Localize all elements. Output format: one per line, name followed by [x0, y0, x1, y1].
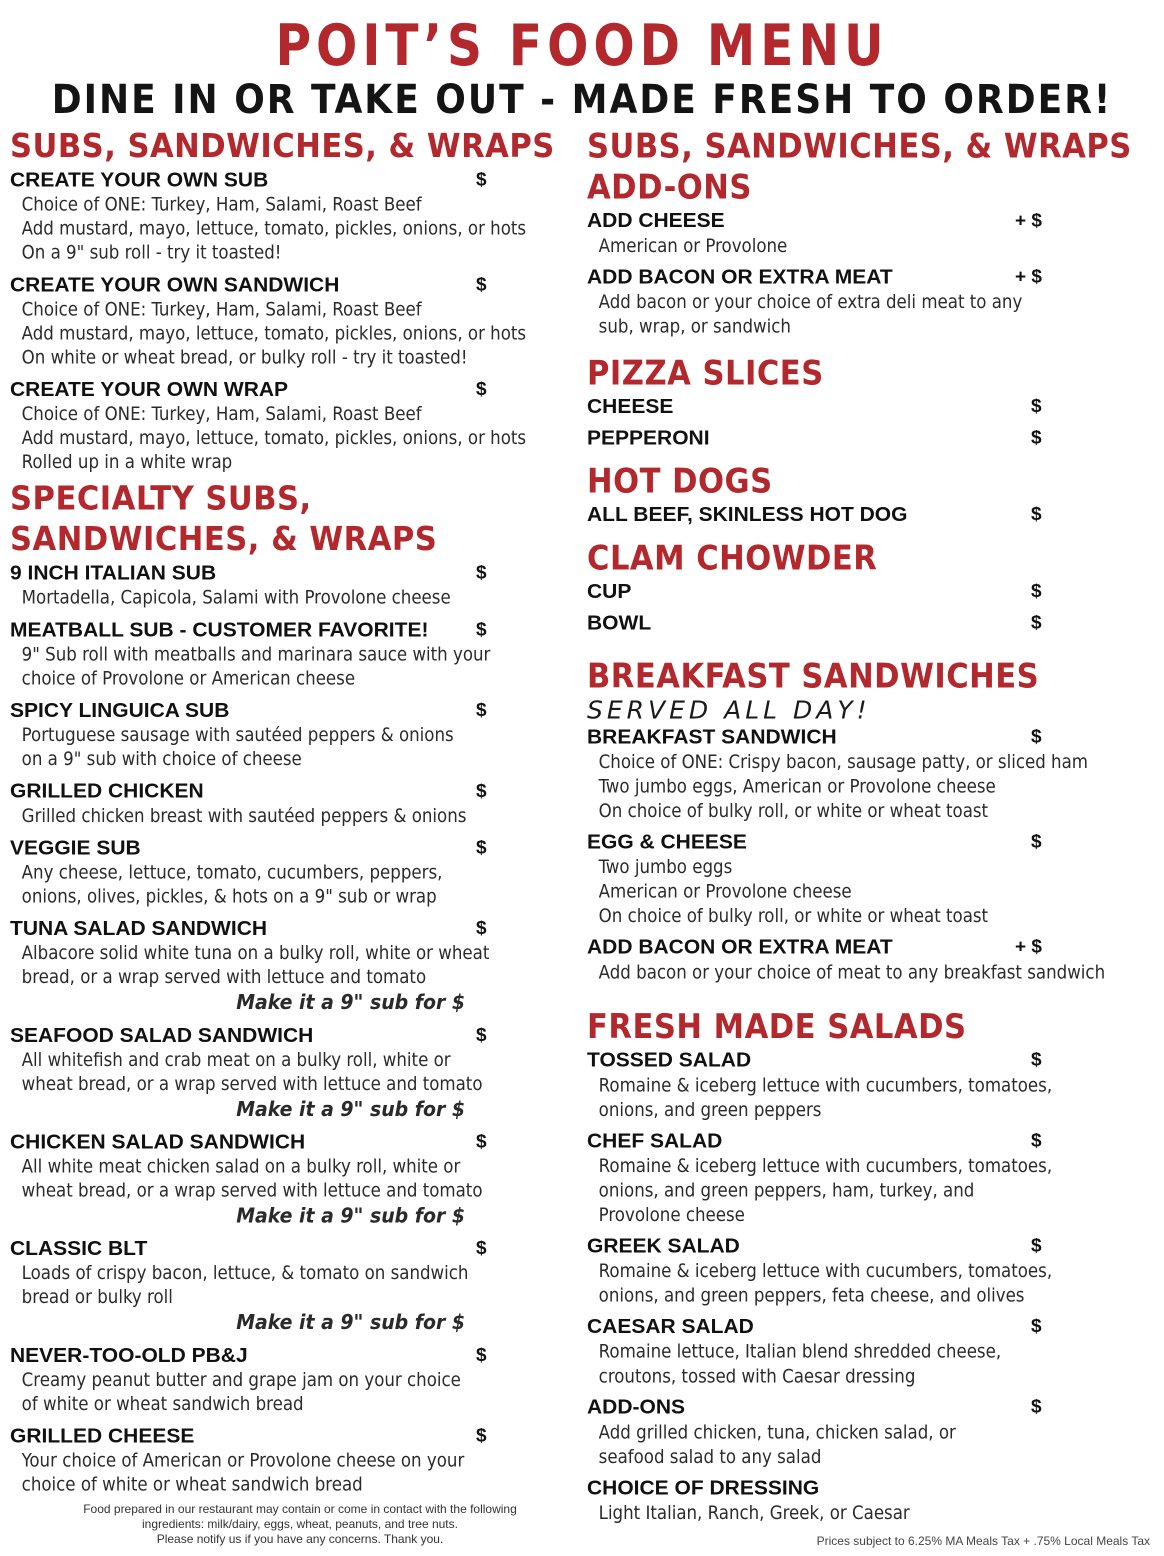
menu-item-price: $ [476, 781, 487, 802]
menu-item-name: 9 INCH ITALIAN SUB [10, 562, 217, 585]
menu-item-description [10, 643, 555, 691]
menu-item-header [587, 1129, 1147, 1155]
allergen-notice [40, 1502, 560, 1547]
menu-item-header [10, 1424, 570, 1449]
menu-item-header [10, 699, 570, 724]
menu-item-header [587, 579, 1147, 605]
menu-item-header [587, 209, 1147, 235]
menu-item-name: EGG & CHEESE [587, 830, 747, 854]
menu-item [587, 394, 1147, 420]
menu-item-name: GRILLED CHEESE [10, 1425, 195, 1448]
description-line: Rolled up in a white wrap [21, 451, 233, 473]
description-line: choice of Provolone or American cheese [21, 668, 356, 690]
description-line: Your choice of American or Provolone cheese on your [21, 1450, 465, 1472]
menu-item-description [10, 193, 555, 265]
menu-item-price: $ [1031, 726, 1042, 748]
description-line: On choice of bulky roll, or white or wheat toast [598, 905, 989, 928]
menu-item-price: $ [476, 274, 487, 296]
menu-item-header [587, 394, 1147, 420]
menu-item-description [10, 1449, 555, 1497]
menu-item-price: $ [1031, 427, 1042, 449]
description-line: wheat bread, or a wrap served with lettuce and tomato [21, 1180, 483, 1202]
description-line: Choice of ONE: Turkey, Ham, Salami, Roast Beef [21, 194, 422, 216]
menu-item-price: $ [1031, 581, 1042, 602]
menu-item [10, 1130, 570, 1229]
menu-item-price: $ [1031, 1397, 1042, 1418]
menu-item [587, 935, 1147, 985]
menu-item-header [587, 611, 1147, 637]
menu-item-header [587, 1048, 1147, 1074]
description-line: Add bacon or your choice of meat to any breakfast sandwich [598, 961, 1106, 984]
description-line: Add mustard, mayo, lettuce, tomato, pickles, onions, or hots [21, 427, 527, 449]
description-line: Romaine & iceberg lettuce with cucumbers, tomatoes, [598, 1260, 1053, 1283]
description-line: Choice of ONE: Turkey, Ham, Salami, Roast Beef [21, 403, 422, 425]
menu-item-price: $ [476, 700, 487, 721]
menu-item [587, 1234, 1147, 1309]
menu-item-name: SEAFOOD SALAD SANDWICH [10, 1024, 314, 1047]
menu-item [10, 618, 570, 691]
description-line: Two jumbo eggs, American or Provolone cheese [598, 775, 996, 798]
menu-item-price: + $ [1015, 936, 1042, 958]
description-line: Any cheese, lettuce, tomato, cucumbers, peppers, [21, 862, 443, 884]
menu-item-header [587, 1314, 1147, 1340]
menu-section-breakfast-sandwiches [587, 656, 1147, 985]
menu-item-header [587, 502, 1147, 528]
menu-item-description [587, 1421, 1132, 1470]
menu-section-specialty-subs-sandwiches-and-wraps [10, 479, 570, 1498]
menu-item-description [587, 1154, 1132, 1228]
allergen-line: Food prepared in our restaurant may contain or come in contact with the following [83, 1502, 517, 1516]
menu-item [587, 1476, 1147, 1526]
menu-item-description [10, 403, 555, 475]
description-line: Add bacon or your choice of extra deli meat to any [598, 291, 1023, 313]
description-line: Light Italian, Ranch, Greek, or Caesar [598, 1502, 910, 1524]
menu-item-name: CHOICE OF DRESSING [587, 1476, 820, 1500]
menu-section-fresh-made-salads [587, 1007, 1147, 1526]
menu-item-description [10, 298, 555, 370]
menu-item-name: PEPPERONI [587, 426, 710, 450]
description-line: of white or wheat sandwich bread [21, 1393, 304, 1415]
description-line: on a 9" sub with choice of cheese [21, 748, 302, 770]
menu-item-price: + $ [1015, 210, 1042, 232]
description-line: American or Provolone cheese [598, 880, 852, 903]
menu-item-price: $ [1031, 504, 1042, 526]
menu-item-header [10, 836, 570, 861]
menu-item-header [10, 1237, 570, 1262]
description-line: American or Provolone [598, 235, 788, 257]
menu-item [10, 1024, 570, 1123]
menu-item-name: CREATE YOUR OWN SANDWICH [10, 273, 340, 297]
description-line: bread, or a wrap served with lettuce and tomato [21, 966, 427, 989]
menu-item-header [587, 426, 1147, 452]
menu-item [10, 378, 570, 475]
menu-item-description [587, 1340, 1132, 1389]
menu-item-header [587, 830, 1147, 856]
menu-item-name: MEATBALL SUB - CUSTOMER FAVORITE! [10, 618, 429, 642]
section-title: PIZZA SLICES [587, 354, 824, 394]
tax-notice: Prices subject to 6.25% MA Meals Tax + .75% Local Meals Tax [816, 1534, 1150, 1548]
menu-item-price: $ [1031, 1130, 1042, 1152]
menu-item-description [10, 1049, 555, 1097]
menu-item-header [587, 935, 1147, 961]
sub-upgrade-note: Make it a 9" sub for $ [236, 1097, 465, 1121]
description-line: Add grilled chicken, tuna, chicken salad, or [598, 1421, 956, 1444]
menu-item-header [10, 779, 570, 804]
menu-item-header [587, 265, 1147, 291]
menu-item-name: ADD BACON OR EXTRA MEAT [587, 265, 893, 289]
description-line: Romaine lettuce, Italian blend shredded cheese, [598, 1340, 1002, 1363]
menu-item-description [587, 855, 1132, 929]
menu-item-name: CHEESE [587, 395, 674, 418]
menu-item-name: ALL BEEF, SKINLESS HOT DOG [587, 503, 908, 527]
description-line: Albacore solid white tuna on a bulky roll, white or wheat [21, 942, 490, 964]
sub-upgrade-note: Make it a 9" sub for $ [236, 1204, 465, 1228]
menu-item [587, 725, 1147, 824]
menu-item-price: $ [476, 1025, 487, 1046]
description-line: sub, wrap, or sandwich [598, 315, 791, 338]
menu-item-header [587, 725, 1147, 751]
description-line: bread or bulky roll [21, 1286, 173, 1309]
description-line: 9" Sub roll with meatballs and marinara sauce with your [21, 643, 491, 666]
menu-item [587, 1129, 1147, 1228]
menu-item-header [10, 1344, 570, 1369]
description-line: All whitefish and crab meat on a bulky roll, white or [21, 1049, 451, 1071]
menu-item-description [587, 1074, 1132, 1123]
menu-item-name: CAESAR SALAD [587, 1315, 754, 1339]
menu-item-price: $ [476, 918, 487, 940]
description-line: On white or wheat bread, or bulky roll - try it toasted! [21, 347, 468, 369]
menu-item [10, 699, 570, 772]
menu-item-description [587, 961, 1132, 986]
section-subtitle: SERVED ALL DAY! [587, 696, 871, 725]
menu-item-description [10, 861, 555, 909]
menu-item-price: $ [476, 838, 487, 859]
menu-item [587, 502, 1147, 528]
section-title: BREAKFAST SANDWICHES [587, 656, 1040, 697]
menu-item-name: BREAKFAST SANDWICH [587, 725, 837, 749]
menu-item [10, 836, 570, 909]
menu-item-header [587, 1476, 1147, 1502]
menu-item-name: GRILLED CHICKEN [10, 780, 204, 803]
menu-item [587, 426, 1147, 452]
description-line: Portuguese sausage with sautéed peppers & onions [21, 724, 454, 746]
description-line: Provolone cheese [598, 1204, 745, 1226]
menu-item [587, 1048, 1147, 1123]
description-line: seafood salad to any salad [598, 1446, 822, 1468]
menu-header [0, 12, 1164, 123]
menu-item-price: $ [1031, 1050, 1042, 1071]
description-line: On a 9" sub roll - try it toasted! [21, 242, 282, 264]
menu-item-price: $ [1031, 831, 1042, 853]
menu-item-price: $ [476, 1238, 487, 1260]
menu-item-name: CLASSIC BLT [10, 1237, 148, 1260]
description-line: Romaine & iceberg lettuce with cucumbers, tomatoes, [598, 1074, 1053, 1097]
menu-item-description [10, 804, 555, 828]
menu-item-header [10, 168, 570, 193]
description-line: onions, and green peppers, ham, turkey, and [598, 1179, 975, 1202]
menu-item-description [10, 1262, 555, 1310]
menu-section-clam-chowder [587, 538, 1147, 636]
menu-item-description [10, 1369, 555, 1417]
menu-item-header [10, 618, 570, 643]
menu-item [587, 830, 1147, 929]
menu-item-name: VEGGIE SUB [10, 837, 141, 860]
allergen-line: ingredients: milk/dairy, eggs, wheat, peanuts, and tree nuts. [142, 1517, 458, 1531]
menu-item-header [10, 378, 570, 403]
menu-item-description [587, 1259, 1132, 1308]
menu-item-name: CUP [587, 580, 632, 603]
section-title: HOT DOGS [587, 462, 773, 502]
menu-item-name: CREATE YOUR OWN WRAP [10, 378, 289, 401]
description-line: Two jumbo eggs [598, 856, 733, 878]
menu-item-name: CHEF SALAD [587, 1129, 723, 1153]
menu-item-name: BOWL [587, 611, 652, 635]
section-title: SUBS, SANDWICHES, & WRAPS ADD-ONS [587, 126, 1132, 208]
sub-upgrade-note: Make it a 9" sub for $ [236, 1310, 465, 1334]
menu-item-name: ADD CHEESE [587, 209, 725, 233]
description-line: Mortadella, Capicola, Salami with Provolone cheese [21, 587, 451, 609]
description-line: onions, and green peppers, feta cheese, and olives [598, 1284, 1025, 1307]
description-line: wheat bread, or a wrap served with lettuce and tomato [21, 1073, 483, 1095]
menu-item-description [10, 942, 555, 990]
menu-item-header [10, 561, 570, 586]
menu-item [10, 1237, 570, 1336]
menu-item-price: $ [476, 170, 487, 191]
menu-item-header [10, 273, 570, 298]
section-title: FRESH MADE SALADS [587, 1007, 967, 1048]
menu-item-name: NEVER-TOO-OLD PB&J [10, 1344, 248, 1367]
menu-item-name: CHICKEN SALAD SANDWICH [10, 1131, 306, 1154]
menu-item-header [587, 1234, 1147, 1260]
menu-item-price: $ [1031, 1316, 1042, 1338]
description-line: Choice of ONE: Crispy bacon, sausage patty, or sliced ham [598, 751, 1089, 773]
menu-item [10, 1344, 570, 1417]
menu-item-name: TOSSED SALAD [587, 1049, 752, 1072]
menu-item-price: $ [1031, 396, 1042, 417]
description-line: croutons, tossed with Caesar dressing [598, 1365, 916, 1388]
description-line: Grilled chicken breast with sautéed peppers & onions [21, 805, 467, 827]
menu-item [10, 561, 570, 610]
menu-item-name: CREATE YOUR OWN SUB [10, 169, 269, 192]
menu-item-header [10, 917, 570, 942]
menu-item-price: $ [1031, 1235, 1042, 1257]
menu-section-pizza-slices [587, 353, 1147, 451]
left-column [10, 126, 570, 1497]
description-line: onions, and green peppers [598, 1099, 822, 1121]
menu-item-price: $ [1031, 612, 1042, 634]
description-line: onions, olives, pickles, & hots on a 9" sub or wrap [21, 886, 437, 908]
menu-item-name: SPICY LINGUICA SUB [10, 699, 230, 722]
menu-item [587, 209, 1147, 259]
description-line: Choice of ONE: Turkey, Ham, Salami, Roast Beef [21, 298, 422, 321]
menu-item-header [587, 1395, 1147, 1421]
description-line: choice of white or wheat sandwich bread [21, 1474, 363, 1496]
menu-item [10, 917, 570, 1016]
menu-item-price: $ [476, 1345, 487, 1366]
menu-item [10, 779, 570, 828]
description-line: All white meat chicken salad on a bulky roll, white or [21, 1156, 461, 1178]
page-title: POIT’S FOOD MENU [275, 12, 889, 79]
menu-item [587, 265, 1147, 340]
allergen-line: Please notify us if you have any concerns. Thank you. [156, 1532, 444, 1546]
menu-item-name: ADD-ONS [587, 1396, 685, 1419]
section-title: SUBS, SANDWICHES, & WRAPS [10, 126, 555, 166]
menu-item-description [587, 234, 1132, 259]
menu-item [10, 1424, 570, 1497]
sub-upgrade-note: Make it a 9" sub for $ [236, 990, 465, 1014]
menu-section-subs-sandwiches-and-wraps-add-ons [587, 126, 1147, 339]
menu-item [587, 1395, 1147, 1470]
description-line: Add mustard, mayo, lettuce, tomato, pickles, onions, or hots [21, 218, 527, 240]
menu-item [587, 611, 1147, 637]
menu-item-name: TUNA SALAD SANDWICH [10, 917, 268, 940]
menu-item [10, 168, 570, 265]
right-column [587, 126, 1147, 1526]
menu-section-subs-sandwiches-and-wraps [10, 126, 570, 475]
menu-item-description [587, 1501, 1132, 1526]
description-line: Creamy peanut butter and grape jam on your choice [21, 1369, 461, 1391]
menu-item-price: $ [476, 563, 487, 584]
menu-item-name: ADD BACON OR EXTRA MEAT [587, 935, 893, 959]
menu-item-description [10, 724, 555, 772]
menu-section-hot-dogs [587, 461, 1147, 528]
section-title: SPECIALTY SUBS, SANDWICHES, & WRAPS [10, 479, 438, 559]
menu-item-price: $ [476, 379, 487, 400]
description-line: On choice of bulky roll, or white or wheat toast [598, 800, 989, 822]
menu-item [10, 273, 570, 370]
menu-item [587, 1314, 1147, 1389]
page-subtitle: DINE IN OR TAKE OUT - MADE FRESH TO ORDER! [51, 77, 1113, 123]
menu-item-price: $ [476, 1426, 487, 1447]
menu-item [587, 579, 1147, 605]
menu-item-description [587, 290, 1132, 339]
menu-item-description [587, 750, 1132, 824]
menu-item-name: GREEK SALAD [587, 1234, 740, 1258]
menu-item-description [10, 586, 555, 610]
description-line: Add mustard, mayo, lettuce, tomato, pickles, onions, or hots [21, 323, 527, 345]
description-line: Loads of crispy bacon, lettuce, & tomato on sandwich [21, 1262, 469, 1285]
menu-item-description [10, 1155, 555, 1203]
menu-item-header [10, 1024, 570, 1049]
description-line: Romaine & iceberg lettuce with cucumbers, tomatoes, [598, 1155, 1053, 1177]
menu-item-price: $ [476, 619, 487, 641]
menu-item-price: + $ [1015, 266, 1042, 288]
section-title: CLAM CHOWDER [587, 538, 878, 579]
menu-item-price: $ [476, 1132, 487, 1153]
menu-item-header [10, 1130, 570, 1155]
